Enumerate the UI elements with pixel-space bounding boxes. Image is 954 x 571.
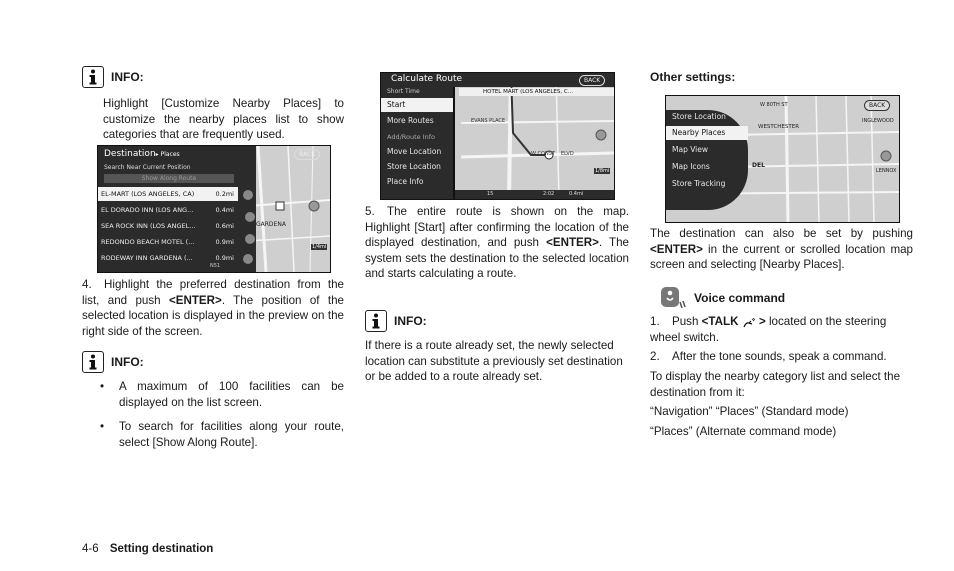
scroll-icon[interactable]: [245, 234, 255, 244]
info-heading-3: [365, 310, 427, 332]
voice-command-heading: [660, 286, 785, 310]
nearby-category-paragraph: To display the nearby category list and select the destination from it:: [650, 370, 901, 399]
map-direction: N51: [210, 263, 221, 269]
destination-bar: HOTEL MART (LOS ANGELES, C...: [459, 88, 614, 96]
info-heading-2: [82, 351, 144, 373]
info-text: Highlight [Customize Nearby Places] to customize the nearby places list to show categories that are frequently used.: [103, 97, 344, 142]
info-label: INFO:: [394, 314, 427, 328]
bullet-item: • To search for facilities along your route, select [Show Along Route].: [100, 420, 344, 449]
title-bar: [381, 73, 614, 87]
menu-item-map-view[interactable]: Map View: [672, 145, 709, 154]
place-row[interactable]: EL DORADO INN (LOS ANG... 0.4mi: [101, 206, 234, 214]
menu-item-store-tracking[interactable]: Store Tracking: [672, 179, 726, 188]
map-scale: 1/8mi: [595, 168, 610, 174]
map-label: INGLEWOOD: [862, 118, 894, 124]
back-button[interactable]: BACK: [294, 149, 320, 160]
map-label: W 80TH ST: [760, 102, 788, 108]
info-icon: [365, 310, 387, 332]
map-label: WESTCHESTER: [758, 124, 800, 130]
route-status-bar: 15 2:02 0.4mi: [455, 190, 614, 199]
menu-item-move-location[interactable]: Move Location: [387, 147, 442, 156]
step-5: 5. The entire route is shown on the map. Highlight [Start] after confirming the location of the displayed destination, and push <ENTER>. The system sets the destination to the selected location and starts calculating a route.: [365, 205, 629, 281]
step-4: 4. Highlight the preferred destination from the list, and push <ENTER>. The position of the selected location is displayed in the preview on the right side of the screen.: [82, 278, 344, 338]
route-menu: [381, 87, 455, 199]
menu-item-map-icons[interactable]: Map Icons: [672, 162, 710, 171]
menu-item-store-location[interactable]: Store Location: [672, 112, 726, 121]
search-near-label: Search Near Current Position: [104, 164, 191, 171]
voice-phrase-standard: “Navigation” “Places” (Standard mode): [650, 405, 849, 418]
info-text: If there is a route already set, the newly selected location can substitute a previously set destination or be added to a route already set.: [365, 339, 623, 384]
nav-screen-calculate-route: [380, 72, 615, 200]
menu-item-store-location[interactable]: Store Location: [387, 162, 441, 171]
back-button[interactable]: BACK: [579, 75, 605, 86]
show-along-route-button[interactable]: Show Along Route: [104, 174, 234, 183]
place-row[interactable]: SEA ROCK INN (LOS ANGEL... 0.6mi: [101, 222, 234, 230]
bullet-item: • A maximum of 100 facilities can be displayed on the list screen.: [100, 380, 344, 409]
map-label: ELVD: [561, 151, 574, 157]
settings-menu: [666, 110, 748, 210]
info-icon: [82, 66, 104, 88]
voice-phrase-alternate: “Places” (Alternate command mode): [650, 425, 837, 438]
places-list-panel: [98, 146, 256, 272]
voice-command-label: Voice command: [694, 291, 786, 305]
menu-item-nearby-places[interactable]: Nearby Places: [666, 126, 748, 140]
place-row[interactable]: REDONDO BEACH MOTEL (... 0.9mi: [101, 238, 234, 246]
info-label: INFO:: [111, 355, 144, 369]
map-scale: 1/4mi: [312, 244, 327, 250]
talk-icon: [742, 317, 756, 327]
scroll-down-icon[interactable]: [243, 254, 253, 264]
place-row[interactable]: RODEWAY INN GARDENA (... 0.9mi: [101, 254, 234, 262]
back-button[interactable]: BACK: [864, 100, 890, 111]
menu-item-more-routes[interactable]: More Routes: [387, 116, 434, 125]
scroll-up-icon[interactable]: [243, 190, 253, 200]
screen-title: Destination▸ Places: [104, 149, 180, 159]
menu-item-place-info[interactable]: Place Info: [387, 177, 424, 186]
page-footer: [82, 543, 213, 555]
map-label: DEL: [752, 162, 765, 169]
map-preview: [248, 146, 330, 272]
page-number: 4-6: [82, 543, 99, 555]
info-icon: [82, 351, 104, 373]
nav-screen-other-settings: [665, 95, 900, 223]
map-label: W CONST: [531, 151, 555, 157]
map-label: EVANS PLACE: [471, 118, 506, 124]
info-bullets: [100, 379, 344, 450]
map-label: LENNOX: [876, 168, 897, 174]
menu-item-start[interactable]: Start: [381, 98, 453, 112]
place-row-selected[interactable]: EL-MART (LOS ANGELES, CA) 0.2mi: [98, 187, 238, 201]
scroll-icon[interactable]: [245, 212, 255, 222]
other-settings-heading: Other settings:: [650, 70, 736, 84]
nearby-places-paragraph: The destination can also be set by pushing <ENTER> in the current or scrolled location map screen and selecting [Nearby Places].: [650, 227, 913, 272]
voice-command-icon: [660, 286, 686, 310]
info-label: INFO:: [111, 70, 144, 84]
voice-step-1: 1. Push <TALK > located on the steering wheel switch.: [650, 315, 887, 344]
info-heading-1: [82, 66, 144, 88]
screen-title: Calculate Route: [391, 74, 463, 84]
menu-item-short-time[interactable]: Short Time: [387, 88, 420, 95]
voice-step-2: 2. After the tone sounds, speak a command.: [650, 350, 887, 363]
menu-item-add-route-info[interactable]: Add/Route Info: [387, 133, 436, 141]
nav-screen-places: [97, 145, 331, 273]
section-title: Setting destination: [109, 543, 214, 555]
map-label: GARDENA: [256, 221, 286, 228]
